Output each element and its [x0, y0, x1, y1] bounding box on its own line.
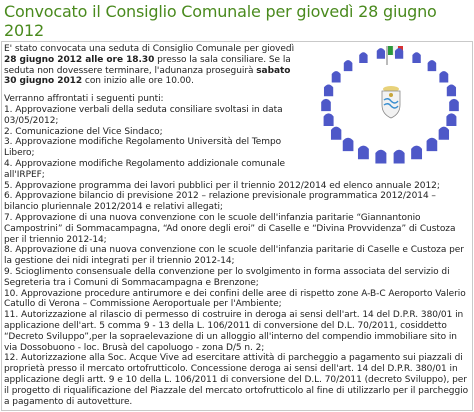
agenda-lead: Verranno affrontati i seguenti punti:: [4, 94, 164, 105]
agenda-item-5: 5. Approvazione programma dei lavori pubblici per il triennio 2012/2014 ed elenco annuale 2012;: [4, 180, 440, 191]
intro-text-3: con inizio alle ore 10.00.: [82, 76, 194, 87]
agenda-item-1: 1. Approvazione verbali della seduta consiliare svoltasi in data 03/05/2012;: [4, 104, 283, 126]
article-body: [4, 44, 470, 407]
agenda-item-10: 10. Approvazione procedure antirumore e dei confini delle aree di rispetto zone A-B-C Aeroporto Valerio Catullo di Verona – Commissione Aeroportuale per l'Ambiente;: [4, 288, 466, 310]
agenda-item-6: 6. Approvazione bilancio di previsione 2012 – relazione previsionale programmatica 2012/2014 – bilancio pluriennale 2012/2014 e relativi allegati;: [4, 191, 436, 213]
agenda-item-8: 8. Approvazione di una nuova convenzione con le scuole dell'infanzia paritarie di Caselle e Custoza per la gestione dei nidi integrati per il triennio 2012-14;: [4, 245, 464, 267]
intro-text-1: E' stato convocata una seduta di Consiglio Comunale per giovedì: [4, 44, 295, 54]
continuation-date: sabato 30 giugno 2012: [4, 65, 291, 87]
intro-paragraph: [4, 44, 302, 87]
meeting-date-time: 28 giugno 2012 alle ore 18.30: [4, 54, 155, 65]
agenda-item-9: 9. Scioglimento consensuale della convenzione per lo svolgimento in forma associata del servizio di Segreteria tra i Comuni di Sommacampagna e Brenzone;: [4, 266, 450, 288]
agenda-item-11: 11. Autorizzazione al rilascio di permesso di costruire in deroga ai sensi dell'art. 14 del D.P.R. 380/01 in applicazione dell'art. 5 comma 9 - 13 della L. 106/2011 di conversione del D.L. 70/2011, cosiddetto “Decreto Sviluppo”,per la sopraelevazione di un alloggio all'interno del compendio immobiliare sito in via Dossobuono - loc. Brusà del capoluogo - zona D/5 n. 2;: [4, 310, 464, 353]
agenda-item-3: 3. Approvazione modifiche Regolamento Università del Tempo Libero;: [4, 137, 282, 159]
agenda-item-4: 4. Approvazione modifiche Regolamento addizionale comunale all'IRPEF;: [4, 158, 286, 180]
agenda-item-12: 12. Autorizzazione alla Soc. Acque Vive ad esercitare attività di parcheggio a pagamento sui piazzali di proprietà presso il mercato ortofrutticolo. Concessione deroga ai sensi dell'art. 14 del D.P.R. 380/01 in applicazione degli artt. 9 e 10 della L. 106/2011 di conversione del D.L. 70/2011 (decreto Sviluppo), per il progetto di riqualificazione del Piazzale del mercato ortofrutticolo al fine di utilizzarlo per il parcheggio a pagamento di autovetture.: [4, 353, 469, 407]
intro-text-2: presso la sala consiliare. Se la seduta non dovessere terminare, l'adunanza proseguirà: [4, 54, 291, 76]
article-title: Convocato il Consiglio Comunale per giovedì 28 giugno 2012: [4, 2, 437, 40]
agenda-item-2: 2. Comunicazione del Vice Sindaco;: [4, 126, 163, 137]
agenda-item-7: 7. Approvazione di una nuova convenzione con le scuole dell'infanzia paritarie “Giannantonio Campostrini” di Sommacampagna, “Ad onore degli eroi” di Caselle e “Divina Provvidenza” di Custoza per il triennio 2012-14;: [4, 212, 456, 245]
